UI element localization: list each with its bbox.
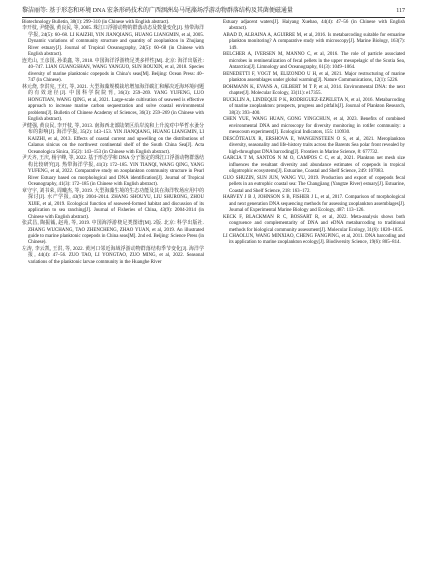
reference-entry: Biotechnology Bulletin, 38(1): 299–310 (in Chinese with English abstract). [22,20,170,25]
reference-entry: 尹健强, 黄良民, 李开枝, 等, 2013. 南海西北部陆架区沿岸流和上升流对中华哲水蚤分布的影响[J]. 海洋学报, 35(2): 143–153. YIN JIANQIANG, HUANG LIANGMIN, LI KAIZHI, et al, 2013. Effects of coastal current and upwelling on the distributions of Calanus sinicus on the northwest continental shelf of the South China Sea[J]. Acta Oceanologica Sinica, 35(2): 143–153 (in Chinese with English abstract). [22,123,204,155]
reference-entry: HARVEY J B J, JOHNSON S B, FISHER J L, et al, 2017. Comparison of morphological and next generation DNA sequencing methods for assessing zooplankton assemblages[J]. Journal of Experimental Marine Biology and Ecology, 487: 113–126. [223,195,405,214]
running-head [22,7,405,16]
reference-column-left [22,20,204,266]
running-title: 黎洁丽等: 基于形态和环境 DNA 宏条形码技术的广西涠洲岛马尾藻场浮游动物群落结构及其菌便磁通量 [22,8,293,14]
reference-entry: BUCKLIN A, LINDEQUE P K, RODRIGUEZ-EZPELETA N, et al, 2016. Metabarcoding of marine zooplankton: prospects, progress and pitfalls[J]. Journal of Plankton Research, 38(3): 393–400. [223,97,405,116]
reference-entry: 章守宇, 刘书荣, 周曦杰, 等, 2019. 大型海藻生境的生态功能及其在海洋牧场应用中的探讨[J]. 水产学报, 43(9): 2004–2014. ZHANG SHOUYU, LIU SHURONG, ZHOU XIJIE, et al, 2019. Ecological function of seaweed-formed habitat and discussion of its application to sea ranching[J]. Journal of Fisheries of China, 43(9): 2004-2014 (in Chinese with English abstract). [22,188,204,220]
reference-entry: BENEDETTI F, VOGT M, ELIZONDO U H, et al, 2021. Major restructuring of marine plankton assemblages under global warming[J]. Nature Communications, 12(1): 5226. [223,71,405,84]
reference-entry: 连光山, 王彦国, 孙柔鑫, 等, 2018. 中国海洋浮游桡足类多样性[M]. 北京: 海洋出版社: 40–747. LIAN GUANGSHAN, WANG YANGUO, SUN ROUXIN, et al, 2018. Species diversity of marine planktonic copepods in China’s seas[M]. Beijing: Ocean Press: 40–747 (in Chinese). [22,58,204,84]
reference-entry: 李开枝, 尹健强, 黄良民, 等, 2005. 珠江口浮游动物的群落动态及数量变化[J]. 热带海洋学报, 24(5): 60–68. LI KAIZHI, YIN JIANQIANG, HUANG LIANGMIN, et al, 2005. Dynamic variations of community structure and quantity of zooplankton in Zhujiang River estuary[J]. Journal of Tropical Oceanography, 24(5): 60–68 (in Chinese with English abstract). [22,26,204,58]
reference-entry: LI CHAOLUN, WANG MINXIAO, CHENG FANGPING, et al, 2011. DNA barcoding and its application to marine zooplankton ecology[J]. Biodiversity Science, 19(6): 805–814. [223,233,405,246]
page-number: 117 [396,8,405,14]
reference-entry: DESCÔTEAUX R, ERSHOVA E, WANGENSTEEN O S, et al, 2021. Meroplankton diversity, seasonality and life-history traits across the Barents Sea polar front revealed by high-throughput DNA barcoding[J]. Frontiers in Marine Science, 8: 677732. [223,136,405,155]
reference-entry: 尹天齐, 王庆, 杨宇峰, 等, 2022. 基于形态学和 DNA 分子鉴定的珠江口浮游动物群落结构比较研究[J]. 热带海洋学报, 41(3): 172–185. YIN TIANQI, WANG QING, YANG YUFENG, et al, 2022. Comparative study on zooplankton community structure in Pearl River Estuary based on morphological and DNA identification[J]. Journal of Tropical Oceanography, 41(3): 172–185 (in Chinese with English abstract). [22,156,204,188]
reference-entry: BELCHER A, IVERSEN M, MANNO C, et al, 2016. The role of particle associated microbes in remineralization of fecal pellets in the upper mesopelagic of the Scotia Sea, Antarctica[J]. Limnology and Oceanography, 61(3): 1049–1064. [223,52,405,71]
reference-entry: 左涛, 李云凯, 王洪, 等, 2022. 黄河口邻近海域浮游动物群落结构季节变化[J]. 海洋学报, 44(4): 47–56. ZUO TAO, LI YONGTAO, ZUO MING, et al, 2022. Seasonal variations of the planktonic larvae community in the Huanghe River [22,246,204,265]
reference-entry: ABAD D, ALBAINA A, AGUIRRE M, et al, 2016. Is metabarcoding suitable for estuarine plankton monitoring? A comparative study with microscopy[J]. Marine Biology, 163(7): 149. [223,32,405,51]
reference-entry: 林元烧, 李洪宪, 王红, 等, 2021. 大型海藻规模栽培增加海洋碳汇和解决近海环境问题的有效途径[J]. 中国科学院院刊, 36(3): 259–269. YANG YUFENG, LUO HONGTIAN, WANG QING, et al, 2021. Large-scale cultivation of seaweed is effective approach to increase marine carbon sequestration and solve coastal environmental problems[J]. Bulletin of Chinese Academy of Sciences, 36(3): 259–269 (in Chinese with English abstract). [22,84,204,123]
reference-entry: KECK F, BLACKMAN R C, BOSSART R, et al, 2022. Meta-analysis shows both congruence and complementarity of DNA and eDNA metabarcoding to traditional methods for biological community assessment[J]. Molecular Ecology, 31(6): 1820–1835. [223,214,405,233]
reference-column-right [223,20,405,247]
reference-entry: GARCIA T M, SANTOS N M O, CAMPOS C C, et al, 2021. Plankton net mesh size influences the resultant diversity and abundance estimates of copepods in tropical oligotrophic ecosystems[J]. Estuarine, Coastal and Shelf Science, 249: 107083. [223,156,405,175]
reference-entry: GUO SHUZIN, SUN JUN, WANG YU, 2019. Production and export of copepods fecal pellets in an eutrophic coastal sea: The Changjiang (Yangtze River) estuary[J]. Estuarine, Coastal and Shelf Science, 218: 163–172. [223,175,405,194]
reference-entry: CHEN YUE, WANG HUAN, GONG YINGCHUN, et al, 2023. Benefits of combined environmental DNA and microscopy for diversity monitoring in rotifer community: a mesocosm experiment[J]. Ecological Indicators, 155: 110930. [223,117,405,136]
reference-entry: BOHMANN K, EVANS A, GILBERT M T P, et al, 2014. Environmental DNA: the next chapter[J]. Molecular Ecology, 33(11): e17355. [223,84,405,97]
header-rule [22,17,405,18]
reference-entry: 张武昌, 陶振铖, 赵苑, 等, 2019. 中国海浮游桡足类图谱[M]. 2版. 北京: 科学出版社. ZHANG WUCHANG, TAO ZHENCHENG, ZHAO YUAN, et al, 2019. An illustrated guide to marine planktonic copepods in China seas[M]. 2nd ed. Beijing: Science Press (in Chinese). [22,221,204,246]
reference-entry: Estuary adjacent waters[J]. Haiyang Xuebao, 44(4): 47–56 (in Chinese with English abstract). [223,20,405,32]
